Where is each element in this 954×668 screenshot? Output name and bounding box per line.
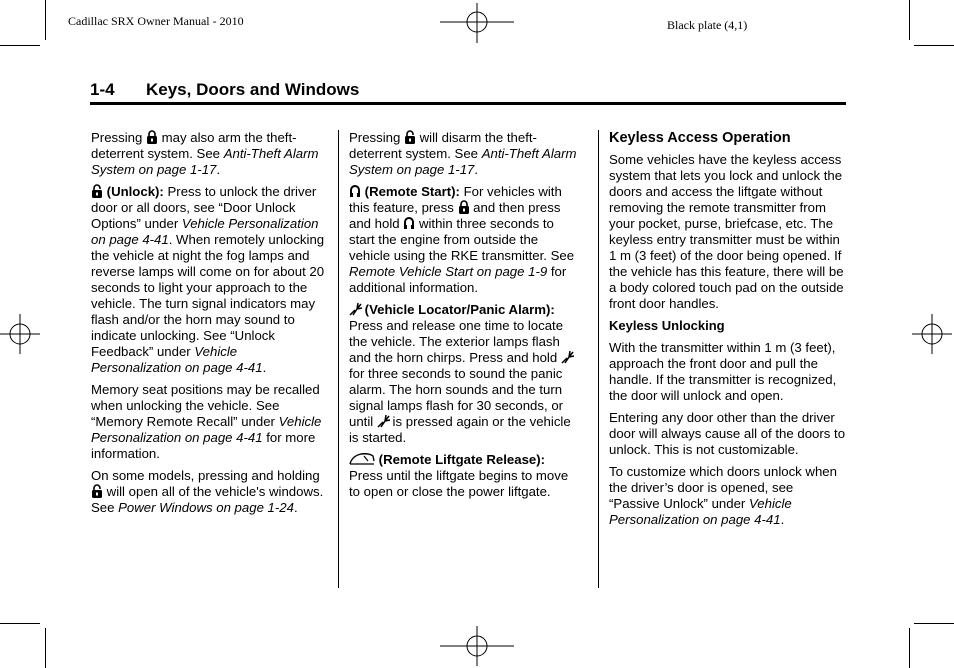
text: . — [293, 500, 298, 515]
cross-reference: Power Windows on page 1-24 — [118, 500, 294, 515]
text: for additional information. — [349, 264, 567, 295]
registration-mark-icon — [440, 3, 514, 43]
lock-icon — [458, 200, 470, 214]
crop-mark — [45, 628, 46, 668]
remote-start-icon — [349, 184, 361, 198]
paragraph: Entering any door other than the driver door will always cause all of the doors to unlock. This is not customizable. — [609, 410, 846, 457]
text: . — [216, 162, 221, 177]
liftgate-icon — [349, 452, 375, 466]
cross-reference: Anti-Theft Alarm System on page 1-17 — [91, 146, 319, 177]
section-heading — [90, 80, 359, 100]
text: Press to unlock the driver door or all doors, see “Door Unlock Options” under — [91, 184, 317, 231]
column-divider — [598, 130, 599, 588]
paragraph — [91, 184, 329, 376]
column-3 — [609, 130, 847, 534]
text: and then press and hold — [349, 200, 561, 231]
paragraph — [349, 184, 581, 296]
text: . — [780, 512, 785, 527]
paragraph — [609, 464, 847, 528]
text: will open all of the vehicle's windows. See — [91, 484, 324, 515]
section-title: Keys, Doors and Windows — [146, 80, 360, 99]
text: Press until the liftgate begins to move to open or close the power liftgate. — [349, 468, 569, 499]
crop-mark — [909, 0, 910, 40]
feature-label: (Remote Start): — [364, 184, 460, 199]
text: may also arm the theft-deterrent system. See — [91, 130, 297, 161]
text: On some models, pressing and holding — [91, 468, 320, 483]
manual-title: Cadillac SRX Owner Manual - 2010 — [68, 14, 244, 28]
cross-reference: Vehicle Personalization on page 4-41 — [91, 414, 322, 445]
text: Pressing — [349, 130, 401, 145]
unlock-icon — [404, 130, 416, 144]
text: . — [474, 162, 479, 177]
feature-label: (Remote Liftgate Release): — [378, 452, 546, 467]
paragraph — [91, 130, 329, 178]
text: Press and release one time to locate the vehicle. The exterior lamps flash and the horn chirps. Press and hold — [349, 318, 564, 365]
cross-reference: Anti-Theft Alarm System on page 1-17 — [349, 146, 577, 177]
text: for three seconds to sound the panic alarm. The horn sounds and the turn signal lamps flash for 30 seconds, or until — [349, 366, 564, 429]
column-divider — [338, 130, 339, 588]
lock-icon — [146, 130, 158, 144]
registration-mark-icon — [0, 314, 40, 354]
registration-mark-icon — [440, 626, 514, 666]
cross-reference: Remote Vehicle Start on page 1-9 — [349, 264, 548, 279]
plate-label: Black plate (4,1) — [667, 18, 748, 32]
text: Memory seat positions may be recalled when unlocking the vehicle. See “Memory Remote Recall” under — [91, 382, 320, 429]
column-1 — [91, 130, 329, 522]
paragraph — [91, 468, 329, 516]
text: is pressed again or the vehicle is started. — [349, 414, 571, 445]
paragraph — [349, 452, 581, 500]
panic-alarm-icon — [377, 414, 389, 428]
text: Pressing — [91, 130, 143, 145]
heading-rule — [90, 102, 846, 105]
crop-mark — [45, 0, 46, 40]
paragraph: Some vehicles have the keyless access system that lets you lock and unlock the doors and access the liftgate without removing the remote transmitter from your pocket, purse, briefcase, etc. The keyless entry transmitter must be within 1 m (3 feet) of the door being opened. If the vehicle has this feature, there will be a body colored touch pad on the outside front door handles. — [609, 152, 844, 311]
unlock-icon — [91, 484, 103, 498]
paragraph — [91, 382, 329, 462]
column-2 — [349, 130, 581, 506]
text: . — [262, 360, 267, 375]
unlock-icon — [91, 184, 103, 198]
cross-reference: Vehicle Personalization on page 4-41 — [609, 496, 792, 527]
crop-mark — [914, 45, 954, 46]
panic-alarm-icon — [349, 302, 361, 316]
text: within three seconds to start the engine from outside the vehicle using the RKE transmitter. See — [349, 216, 575, 263]
text: . When remotely unlocking the vehicle at night the fog lamps and reverse lamps will come on for about 20 seconds to light your approach to the vehicle. The turn signal indicators may flash and/or the horn may sound to indicate unlocking. See “Unlock Feedback” under — [91, 232, 325, 359]
text: For vehicles with this feature, press — [349, 184, 562, 215]
text: for more information. — [91, 430, 316, 461]
feature-label: (Vehicle Locator/Panic Alarm): — [364, 302, 555, 317]
crop-mark — [0, 45, 40, 46]
paragraph — [349, 130, 581, 178]
text: To customize which doors unlock when the driver’s door is opened, see “Passive Unlock” under — [609, 464, 837, 511]
remote-start-icon — [403, 216, 415, 230]
feature-label: (Unlock): — [106, 184, 164, 199]
paragraph — [349, 302, 581, 446]
paragraph: With the transmitter within 1 m (3 feet), approach the front door and pull the handle. If the transmitter is recognized, the door will unlock and open. — [609, 340, 837, 403]
panic-alarm-icon — [561, 350, 573, 364]
page-number: 1-4 — [90, 80, 115, 99]
registration-mark-icon — [912, 314, 952, 354]
crop-mark — [914, 623, 954, 624]
text: will disarm the theft-deterrent system. See — [349, 130, 537, 161]
cross-reference: Vehicle Personalization on page 4-41 — [91, 216, 319, 247]
crop-mark — [909, 628, 910, 668]
keyless-unlocking-heading: Keyless Unlocking — [609, 318, 725, 333]
cross-reference: Vehicle Personalization on page 4-41 — [91, 344, 263, 375]
keyless-access-heading: Keyless Access Operation — [609, 130, 791, 146]
crop-mark — [0, 623, 40, 624]
